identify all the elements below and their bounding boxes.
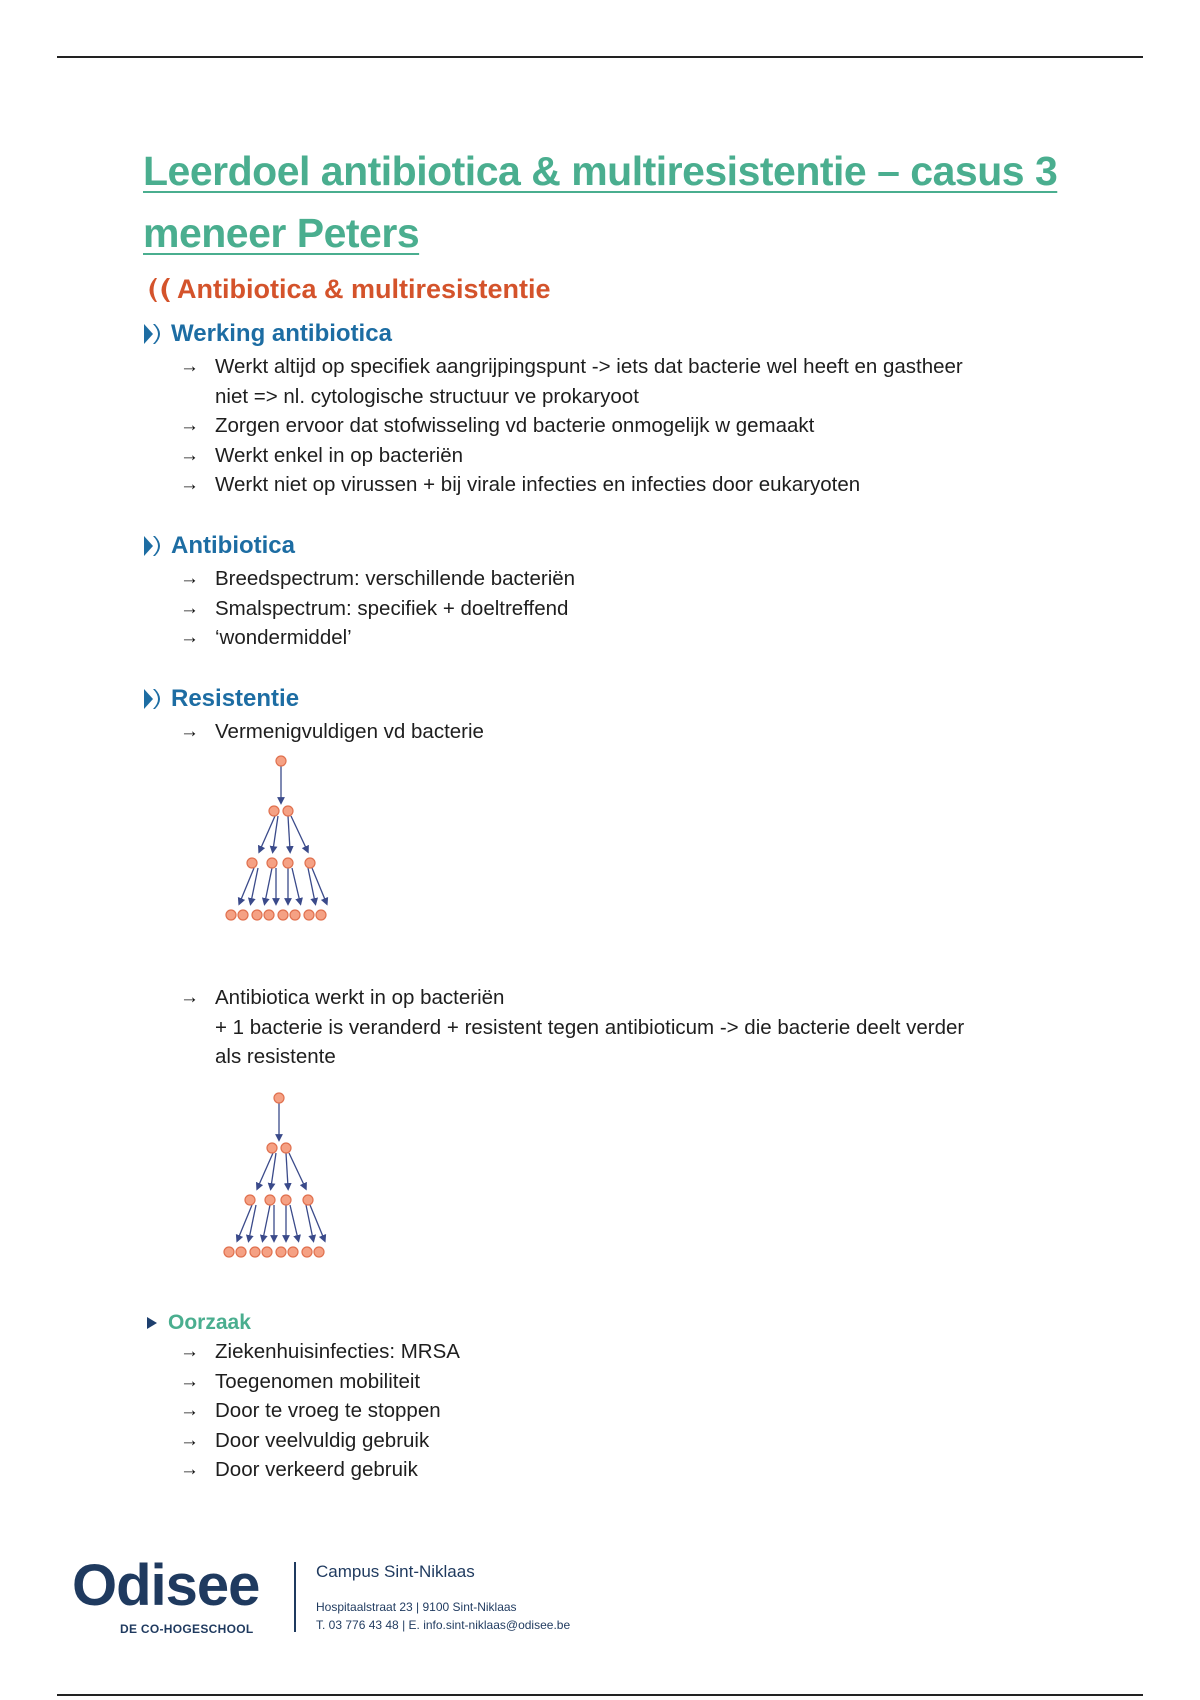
- bottom-rule: [57, 1694, 1143, 1696]
- resistentie-heading-text: Resistentie: [171, 685, 300, 712]
- item-text: Ziekenhuisinfecties: MRSA: [215, 1340, 460, 1363]
- list-item: [180, 983, 1060, 1072]
- antibiotica-heading-text: Antibiotica: [171, 532, 295, 559]
- list-item: [180, 1455, 1060, 1485]
- double-chevron-right-icon: [143, 535, 167, 557]
- item-text: Werkt altijd op specifiek aangrijpingspunt -> iets dat bacterie wel heeft en gastheer: [215, 355, 963, 378]
- arrow-icon: →: [180, 568, 199, 589]
- top-rule: [57, 56, 1143, 58]
- arrow-icon: →: [180, 1400, 199, 1421]
- werking-heading-text: Werking antibiotica: [171, 320, 392, 347]
- list-item: [180, 411, 1060, 441]
- antibiotica-list: [180, 564, 1060, 653]
- item-text: Antibiotica werkt in op bacteriën: [215, 986, 505, 1009]
- footer: [72, 1553, 772, 1636]
- list-item: [180, 1426, 1060, 1456]
- item-text: Breedspectrum: verschillende bacteriën: [215, 567, 576, 590]
- arrow-icon: →: [180, 1341, 199, 1362]
- item-text: Werkt niet op virussen + bij virale infecties en infecties door eukaryoten: [215, 473, 861, 496]
- item-text: Door verkeerd gebruik: [215, 1458, 418, 1481]
- double-chevron-right-icon: [143, 688, 167, 710]
- item-text-cont: als resistente: [215, 1045, 336, 1068]
- antibiotica-heading: [143, 532, 295, 560]
- item-text: Smalspectrum: specifiek + doeltreffend: [215, 596, 569, 620]
- item-text: Toegenomen mobiliteit: [215, 1369, 421, 1393]
- item-text: ‘wondermiddel’: [215, 626, 352, 649]
- item-text: Door veelvuldig gebruik: [215, 1428, 430, 1452]
- arrow-icon: →: [180, 1370, 199, 1392]
- resistentie-list-2: [180, 983, 1060, 1072]
- item-text: Door te vroeg te stoppen: [215, 1399, 441, 1422]
- odisee-logo: Odisee: [72, 1553, 260, 1618]
- arrow-icon: →: [180, 474, 199, 495]
- arrow-icon: →: [180, 1459, 199, 1480]
- list-item: [180, 1367, 1060, 1397]
- list-item: [180, 623, 1060, 653]
- list-item: [180, 594, 1060, 624]
- list-item: [180, 1396, 1060, 1426]
- arrow-icon: →: [180, 597, 199, 619]
- oorzaak-heading-text: Oorzaak: [168, 1311, 251, 1334]
- arrow-icon: →: [180, 987, 199, 1008]
- address-line: Hospitaalstraat 23 | 9100 Sint-Niklaas: [316, 1600, 517, 1614]
- item-text: Werkt enkel in op bacteriën: [215, 443, 464, 467]
- footer-divider: [294, 1562, 296, 1632]
- list-item: [180, 470, 1060, 500]
- item-text-cont: + 1 bacterie is veranderd + resistent tegen antibioticum -> die bacterie deelt verder: [215, 1015, 965, 1039]
- list-item: [180, 1337, 1060, 1367]
- list-item: [180, 441, 1060, 471]
- arrow-icon: →: [180, 356, 199, 377]
- resistentie-list-1: [180, 717, 1060, 747]
- list-item: [180, 352, 1060, 411]
- arrow-icon: →: [180, 627, 199, 648]
- campus-address: [316, 1598, 570, 1634]
- bacteria-division-diagram: [220, 755, 350, 930]
- arrow-icon: →: [180, 721, 199, 742]
- arrow-icon: →: [180, 415, 199, 436]
- werking-list: [180, 352, 1060, 500]
- logo-subtitle: DE CO-HOGESCHOOL: [120, 1622, 254, 1636]
- oorzaak-list: [180, 1337, 1060, 1485]
- double-chevron-left-icon: [143, 277, 171, 303]
- page-title: Leerdoel antibiotica & multiresistentie – casus 3 meneer Peters: [143, 148, 1058, 256]
- werking-heading: [143, 320, 392, 348]
- item-text: Vermenigvuldigen vd bacterie: [215, 720, 484, 743]
- resistentie-heading: [143, 685, 299, 713]
- arrow-icon: →: [180, 1429, 199, 1451]
- item-text-cont: niet => nl. cytologische structuur ve prokaryoot: [215, 384, 639, 408]
- double-chevron-right-icon: [143, 323, 167, 345]
- campus-name: Campus Sint-Niklaas: [316, 1562, 475, 1581]
- oorzaak-heading: [146, 1311, 251, 1335]
- arrow-icon: →: [180, 444, 199, 466]
- triangle-right-icon: [146, 1316, 158, 1330]
- resistant-bacteria-division-diagram: [220, 1092, 350, 1267]
- section-heading: [143, 274, 551, 305]
- list-item: [180, 717, 1060, 747]
- section-heading-text: Antibiotica & multiresistentie: [177, 274, 551, 304]
- contact-line: T. 03 776 43 48 | E. info.sint-niklaas@odisee.be: [316, 1618, 571, 1632]
- item-text: Zorgen ervoor dat stofwisseling vd bacterie onmogelijk w gemaakt: [215, 414, 815, 437]
- list-item: [180, 564, 1060, 594]
